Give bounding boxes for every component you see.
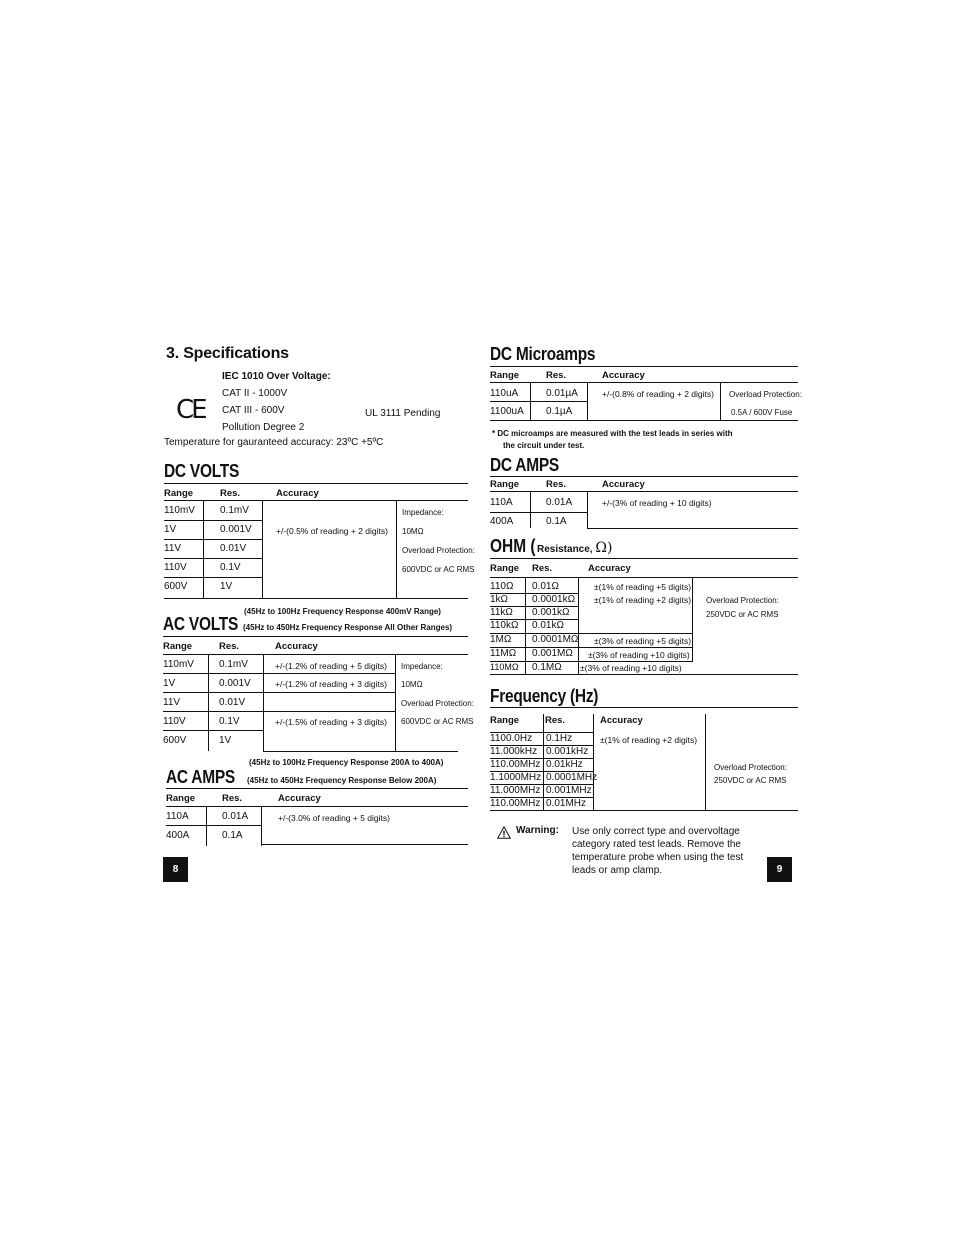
ac-amps-range: 110A bbox=[166, 811, 189, 822]
ohm-note: 250VDC or AC RMS bbox=[706, 610, 779, 619]
warning-text bbox=[572, 825, 743, 877]
dc-volts-range: 110V bbox=[164, 562, 187, 573]
dc-microamps-range: 1100uA bbox=[490, 406, 524, 417]
page-number-right: 9 bbox=[767, 857, 792, 882]
ohm-res: 0.01Ω bbox=[532, 581, 559, 592]
frequency-res: 0.001kHz bbox=[546, 746, 589, 757]
frequency-res: 0.1Hz bbox=[546, 733, 573, 744]
frequency-header-accuracy: Accuracy bbox=[600, 715, 643, 726]
dc-amps-header-accuracy: Accuracy bbox=[602, 479, 645, 490]
ohm-title-main: OHM ( bbox=[490, 536, 536, 556]
ac-amps-range: 400A bbox=[166, 830, 190, 841]
ohm-range: 11kΩ bbox=[490, 607, 513, 618]
dc-volts-res: 0.001V bbox=[220, 524, 252, 535]
ohm-header-accuracy: Accuracy bbox=[588, 563, 631, 574]
ac-volts-range: 11V bbox=[163, 697, 181, 708]
ohm-accuracy: ±(1% of reading +5 digits) bbox=[594, 582, 692, 592]
dc-volts-note: 600VDC or AC RMS bbox=[402, 565, 475, 574]
ac-volts-accuracy: +/-(1.2% of reading + 3 digits) bbox=[275, 679, 387, 689]
warning-line: temperature probe when using the test bbox=[572, 852, 744, 863]
ac-amps-res: 0.01A bbox=[222, 811, 249, 822]
ac-volts-header-accuracy: Accuracy bbox=[275, 641, 318, 652]
ac-volts-range: 110mV bbox=[163, 659, 194, 670]
frequency-res: 0.0001MHz bbox=[546, 772, 598, 783]
dc-microamps-title: DC Microamps bbox=[490, 344, 596, 364]
ohm-note: Overload Protection: bbox=[706, 596, 779, 605]
ac-volts-accuracy: +/-(1.2% of reading + 5 digits) bbox=[275, 661, 387, 671]
ac-amps-header-range: Range bbox=[166, 793, 196, 804]
dc-volts-note: Impedance: bbox=[402, 508, 444, 517]
frequency-range: 110.00MHz bbox=[490, 759, 541, 770]
dc-volts-range: 600V bbox=[164, 581, 188, 592]
frequency-res: 0.001MHz bbox=[546, 785, 592, 796]
ohm-res: 0.0001kΩ bbox=[532, 594, 576, 605]
frequency-res: 0.01kHz bbox=[546, 759, 583, 770]
frequency-header-range: Range bbox=[490, 715, 520, 726]
ac-volts-res: 1V bbox=[219, 735, 232, 746]
warning-line: category rated test leads. Remove the bbox=[572, 839, 741, 850]
ac-amps-freq-note: (45Hz to 450Hz Frequency Response Below 200A) bbox=[247, 776, 437, 785]
ohm-accuracy: ±(3% of reading +5 digits) bbox=[594, 636, 692, 646]
dc-volts-range: 110mV bbox=[164, 505, 195, 516]
ohm-accuracy: ±(1% of reading +2 digits) bbox=[594, 595, 692, 605]
ac-volts-freq-note: (45Hz to 100Hz Frequency Response 400mV Range) bbox=[244, 607, 441, 616]
ohm-range: 110kΩ bbox=[490, 620, 519, 631]
dc-volts-res: 0.1V bbox=[220, 562, 241, 573]
ohm-res: 0.01kΩ bbox=[532, 620, 564, 631]
dc-volts-res: 0.1mV bbox=[220, 505, 249, 516]
ul-pending: UL 3111 Pending bbox=[365, 408, 441, 419]
dc-volts-header-accuracy: Accuracy bbox=[276, 488, 319, 499]
frequency-header-res: Res. bbox=[545, 715, 566, 726]
dc-volts-note: 10MΩ bbox=[402, 527, 424, 536]
ac-volts-range: 110V bbox=[163, 716, 186, 727]
ac-amps-res: 0.1A bbox=[222, 830, 243, 841]
frequency-accuracy: ±(1% of reading +2 digits) bbox=[600, 735, 698, 745]
ohm-res: 0.0001MΩ bbox=[532, 634, 579, 645]
ac-amps-header-accuracy: Accuracy bbox=[278, 793, 321, 804]
dc-amps-accuracy: +/-(3% of reading + 10 digits) bbox=[602, 498, 712, 508]
ac-volts-range: 1V bbox=[163, 678, 176, 689]
ac-volts-range: 600V bbox=[163, 735, 187, 746]
dc-microamps-header-range: Range bbox=[490, 370, 520, 381]
ohm-res: 0.001MΩ bbox=[532, 648, 573, 659]
ohm-title-small: Resistance, bbox=[537, 544, 596, 555]
dc-volts-accuracy: +/-(0.5% of reading + 2 digits) bbox=[276, 526, 388, 536]
ohm-res: 0.001kΩ bbox=[532, 607, 570, 618]
dc-amps-res: 0.01A bbox=[546, 497, 573, 508]
ohm-symbol: Ω) bbox=[595, 540, 613, 556]
dc-microamps-header-accuracy: Accuracy bbox=[602, 370, 645, 381]
ac-volts-note: 600VDC or AC RMS bbox=[401, 717, 474, 726]
ac-amps-title: AC AMPS bbox=[166, 767, 236, 787]
ohm-header-res: Res. bbox=[532, 563, 553, 574]
dc-amps-range: 400A bbox=[490, 516, 514, 527]
ohm-accuracy: ±(3% of reading +10 digits) bbox=[588, 650, 690, 660]
ce-mark-logo: CE bbox=[176, 395, 205, 425]
ac-amps-accuracy: +/-(3.0% of reading + 5 digits) bbox=[278, 813, 390, 823]
ac-volts-freq-note: (45Hz to 450Hz Frequency Response All Other Ranges) bbox=[243, 623, 453, 632]
frequency-note: Overload Protection: bbox=[714, 763, 787, 772]
dc-volts-title: DC VOLTS bbox=[164, 461, 240, 481]
ac-amps-freq-note: (45Hz to 100Hz Frequency Response 200A to 400A) bbox=[249, 758, 444, 767]
dc-volts-header-res: Res. bbox=[220, 488, 241, 499]
ac-volts-note: 10MΩ bbox=[401, 680, 423, 689]
dc-microamps-note: 0.5A / 600V Fuse bbox=[731, 408, 793, 417]
ac-volts-note: Impedance: bbox=[401, 662, 443, 671]
dc-microamps-header-res: Res. bbox=[546, 370, 567, 381]
warning-line: Use only correct type and overvoltage bbox=[572, 826, 740, 837]
ohm-range: 1MΩ bbox=[490, 634, 512, 645]
ohm-range: 110MΩ bbox=[490, 662, 519, 672]
dc-amps-header-res: Res. bbox=[546, 479, 567, 490]
ohm-range: 110Ω bbox=[490, 581, 514, 592]
warning-icon bbox=[497, 826, 511, 844]
dc-microamps-range: 110uA bbox=[490, 388, 519, 399]
frequency-range: 110.00MHz bbox=[490, 798, 541, 809]
ohm-range: 11MΩ bbox=[490, 648, 517, 659]
frequency-range: 11.000MHz bbox=[490, 785, 541, 796]
dc-volts-res: 0.01V bbox=[220, 543, 247, 554]
ac-volts-accuracy: +/-(1.5% of reading + 3 digits) bbox=[275, 717, 387, 727]
dc-microamps-footnote: * DC microamps are measured with the test leads in series with bbox=[492, 429, 733, 438]
ac-volts-res: 0.01V bbox=[219, 697, 246, 708]
ac-volts-note: Overload Protection: bbox=[401, 699, 474, 708]
dc-volts-res: 1V bbox=[220, 581, 233, 592]
spec-title: 3. Specifications bbox=[166, 345, 289, 362]
dc-amps-header-range: Range bbox=[490, 479, 520, 490]
frequency-note: 250VDC or AC RMS bbox=[714, 776, 787, 785]
ac-volts-res: 0.1mV bbox=[219, 659, 248, 670]
temperature-note: Temperature for gauranteed accuracy: 23ºC +5ºC bbox=[164, 437, 384, 448]
dc-volts-header-range: Range bbox=[164, 488, 194, 499]
warning-line: leads or amp clamp. bbox=[572, 865, 663, 876]
ohm-header-range: Range bbox=[490, 563, 520, 574]
dc-microamps-accuracy: +/-(0.8% of reading + 2 digits) bbox=[602, 389, 714, 399]
ohm-title bbox=[490, 536, 612, 557]
dc-volts-note: Overload Protection: bbox=[402, 546, 475, 555]
dc-amps-title: DC AMPS bbox=[490, 455, 560, 475]
ohm-accuracy: ±(3% of reading +10 digits) bbox=[580, 663, 682, 673]
ac-amps-header-res: Res. bbox=[222, 793, 243, 804]
dc-amps-res: 0.1A bbox=[546, 516, 567, 527]
dc-volts-range: 11V bbox=[164, 543, 182, 554]
cat2-rating: CAT II - 1000V bbox=[222, 388, 288, 399]
frequency-title: Frequency (Hz) bbox=[490, 686, 599, 706]
ohm-res: 0.1MΩ bbox=[532, 662, 562, 673]
dc-amps-range: 110A bbox=[490, 497, 513, 508]
page-number-left: 8 bbox=[163, 857, 188, 882]
ac-volts-header-range: Range bbox=[163, 641, 193, 652]
dc-volts-range: 1V bbox=[164, 524, 177, 535]
dc-microamps-footnote: the circuit under test. bbox=[503, 441, 585, 450]
dc-microamps-note: Overload Protection: bbox=[729, 390, 802, 399]
warning-label: Warning: bbox=[516, 825, 559, 836]
ac-volts-res: 0.001V bbox=[219, 678, 251, 689]
cat3-rating: CAT III - 600V bbox=[222, 405, 285, 416]
frequency-range: 1100.0Hz bbox=[490, 733, 533, 744]
pollution-degree: Pollution Degree 2 bbox=[222, 422, 305, 433]
ohm-range: 1kΩ bbox=[490, 594, 509, 605]
dc-microamps-res: 0.1µA bbox=[546, 406, 573, 417]
frequency-range: 11.000kHz bbox=[490, 746, 538, 757]
frequency-res: 0.01MHz bbox=[546, 798, 587, 809]
dc-microamps-res: 0.01µA bbox=[546, 388, 578, 399]
ac-volts-title: AC VOLTS bbox=[163, 614, 239, 634]
ac-volts-res: 0.1V bbox=[219, 716, 240, 727]
iec-title: IEC 1010 Over Voltage: bbox=[222, 371, 331, 382]
frequency-range: 1.1000MHz bbox=[490, 772, 542, 783]
ac-volts-header-res: Res. bbox=[219, 641, 240, 652]
